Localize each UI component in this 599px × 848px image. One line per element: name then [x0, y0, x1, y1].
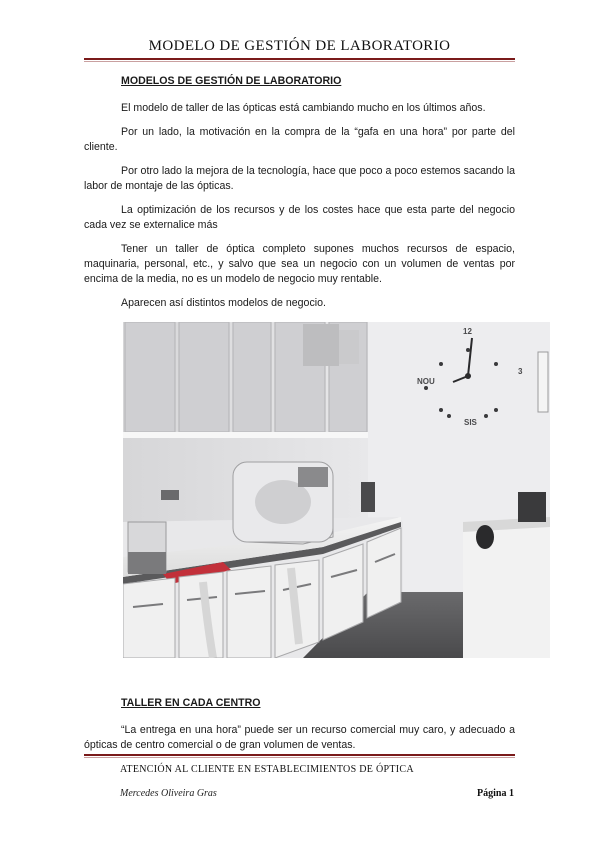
paragraph: Por otro lado la mejora de la tecnología, hace que poco a poco estemos sacando la labor de montaje de las ópticas.	[84, 165, 515, 192]
section-heading: MODELOS DE GESTIÓN DE LABORATORIO	[121, 75, 342, 87]
header-rule-thin	[84, 61, 515, 62]
footer-subtitle: ATENCIÓN AL CLIENTE EN ESTABLECIMIENTOS DE ÓPTICA	[120, 764, 414, 775]
footer-rule	[84, 754, 515, 756]
paragraph: Tener un taller de óptica completo supones muchos recursos de espacio, maquinaria, personal, etc., y salvo que sea un negocio con un volumen de ventas por encima de la media, no es un modelo de negocio muy rentable.	[84, 243, 515, 285]
footer-rule-thin	[84, 757, 515, 758]
paragraph: El modelo de taller de las ópticas está cambiando mucho en los últimos años.	[121, 102, 486, 114]
clock-label-3: 3	[518, 367, 523, 376]
clock-label-sis: SIS	[464, 418, 477, 427]
document-body	[84, 74, 515, 320]
paragraph: Aparecen así distintos modelos de negocio.	[121, 297, 326, 309]
header-rule	[84, 58, 515, 60]
clock-label-12: 12	[463, 327, 472, 336]
paragraph: “La entrega en una hora” puede ser un recurso comercial muy caro, y adecuado a ópticas de centro comercial o de gran volumen de ventas.	[84, 724, 515, 751]
section-taller	[84, 696, 515, 762]
lab-photo	[123, 322, 550, 658]
clock-label-nou: NOU	[417, 377, 435, 386]
section-heading: TALLER EN CADA CENTRO	[121, 697, 261, 709]
page-header-title: MODELO DE GESTIÓN DE LABORATORIO	[148, 38, 451, 54]
paragraph: La optimización de los recursos y de los costes hace que esta parte del negocio cada vez se externalice más	[84, 204, 515, 231]
page-number: Página 1	[477, 788, 514, 799]
paragraph: Por un lado, la motivación en la compra de la “gafa en una hora” por parte del cliente.	[84, 126, 515, 153]
footer-author: Mercedes Oliveira Gras	[120, 788, 217, 799]
